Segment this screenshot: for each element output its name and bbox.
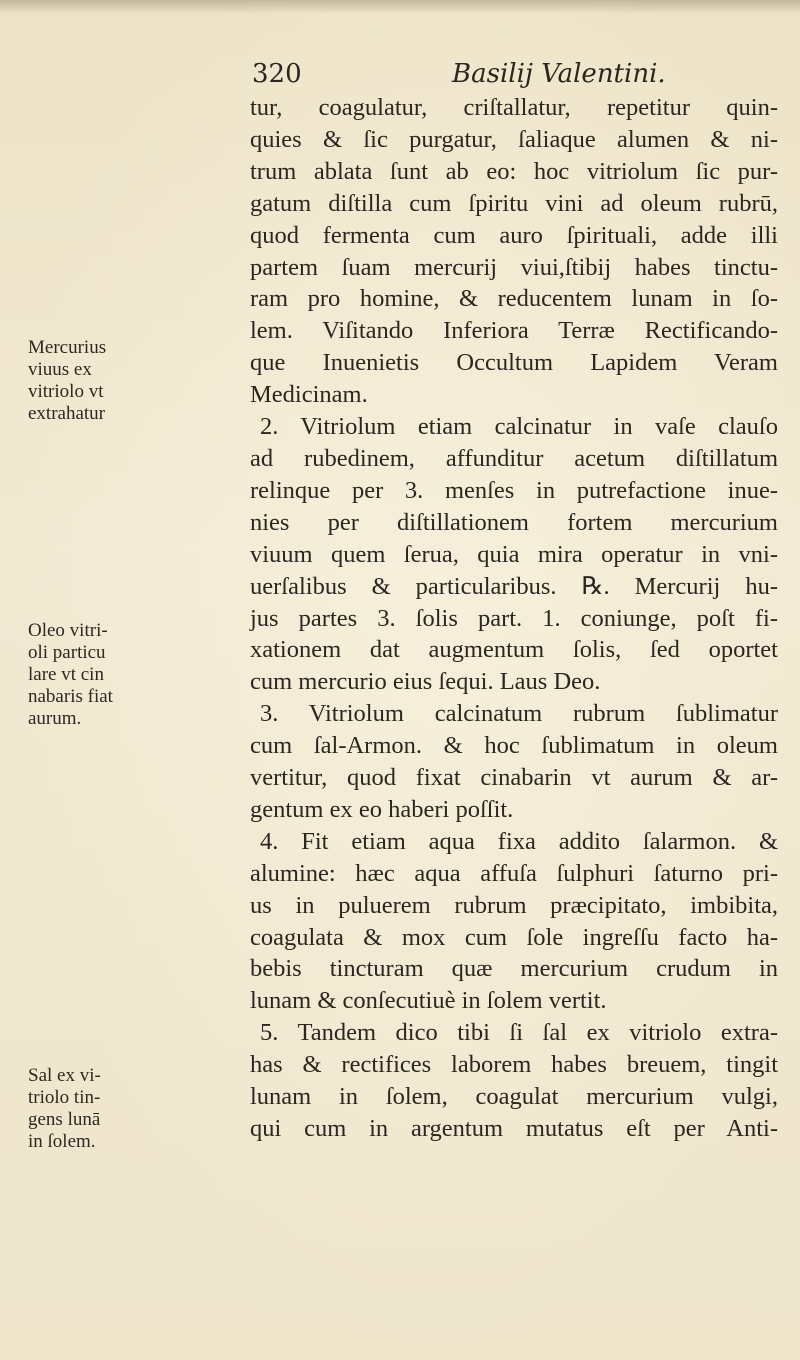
text-line: Medicinam. [250,381,368,409]
text-line: bebis tincturam quæ mercurium crudum in [250,955,778,983]
text-line: quod fermenta cum auro ſpirituali, adde illi [250,221,778,249]
page-header [252,54,772,94]
text-line: xationem dat augmentum ſolis, ſed oportet [250,636,778,664]
text-line: quies & ſic purgatur, ſaliaque alumen & ni- [250,125,778,153]
margin-note-line: viuus ex [28,359,92,380]
margin-note-mercurius [28,337,238,425]
main-text-block [250,92,778,1145]
paragraph-2-start: 2. Vitriolum etiam calcinatur in vaſe clauſo [260,413,778,441]
text-line: ram pro homine, & reducentem lunam in ſo- [250,285,778,313]
margin-note-line: Mercurius [28,337,107,358]
text-line: lunam in ſolem, coagulat mercurium vulgi, [250,1083,778,1111]
margin-note-line: in ſolem. [28,1131,96,1152]
paragraph-5-start: 5. Tandem dico tibi ſi ſal ex vitriolo extra- [260,1019,778,1047]
text-line: trum ablata ſunt ab eo: hoc vitriolum ſic pur- [250,157,778,185]
text-line: viuum quem ſerua, quia mira operatur in vni- [250,540,778,568]
text-line: gatum diſtilla cum ſpiritu vini ad oleum rubrū, [250,189,778,217]
margin-note-line: oli particu [28,642,106,663]
margin-note-oleo [28,620,238,730]
paragraph-4-start: 4. Fit etiam aqua fixa addito ſalarmon. & [260,827,778,855]
margin-note-line: Oleo vitri- [28,620,108,641]
margin-note-line: Sal ex vi- [28,1065,101,1086]
text-line: ad rubedinem, affunditur acetum diſtillatum [250,444,778,472]
text-line: vertitur, quod fixat cinabarin vt aurum & ar- [250,764,778,792]
text-line: lunam & conſecutiuè in ſolem vertit. [250,987,607,1015]
margin-note-sal [28,1065,238,1153]
text-line: cum ſal-Armon. & hoc ſublimatum in oleum [250,732,778,760]
text-line: partem ſuam mercurij viui,ſtibij habes tinctu- [250,253,778,281]
text-line: qui cum in argentum mutatus eſt per Anti- [250,1115,778,1142]
text-line: has & rectifices laborem habes breuem, tingit [250,1051,778,1079]
margin-note-line: triolo tin- [28,1087,101,1108]
text-line: gentum ex eo haberi poſſit. [250,795,514,823]
text-line: coagulata & mox cum ſole ingreſſu facto ha- [250,923,778,951]
margin-note-line: extrahatur [28,403,106,424]
text-line: nies per diſtillationem fortem mercurium [250,508,778,536]
margin-note-line: vitriolo vt [28,381,104,402]
paragraph-3-start: 3. Vitriolum calcinatum rubrum ſublimatur [260,700,778,728]
running-title: Basilij Valentini. [452,59,666,89]
text-line: que Inuenietis Occultum Lapidem Veram [250,349,778,377]
page-number: 320 [252,59,302,89]
text-line: uerſalibus & particularibus. ℞. Mercurij hu- [250,572,778,600]
text-line: jus partes 3. ſolis part. 1. coniunge, poſt fi- [250,604,778,632]
text-line: tur, coagulatur, criſtallatur, repetitur quin- [250,94,778,121]
margin-note-line: aurum. [28,708,82,729]
text-line: cum mercurio eius ſequi. Laus Deo. [250,668,601,696]
text-line: lem. Viſitando Inferiora Terræ Rectificando- [250,317,778,345]
text-line: us in puluerem rubrum præcipitato, imbibita, [250,891,778,919]
margin-note-line: lare vt cin [28,664,104,685]
page-edge-shadow [0,0,800,14]
margin-note-line: gens lunā [28,1109,101,1130]
text-line: relinque per 3. menſes in putrefactione inue- [250,476,778,504]
text-line: alumine: hæc aqua affuſa ſulphuri ſaturno pri- [250,859,778,887]
margin-note-line: nabaris fiat [28,686,113,707]
